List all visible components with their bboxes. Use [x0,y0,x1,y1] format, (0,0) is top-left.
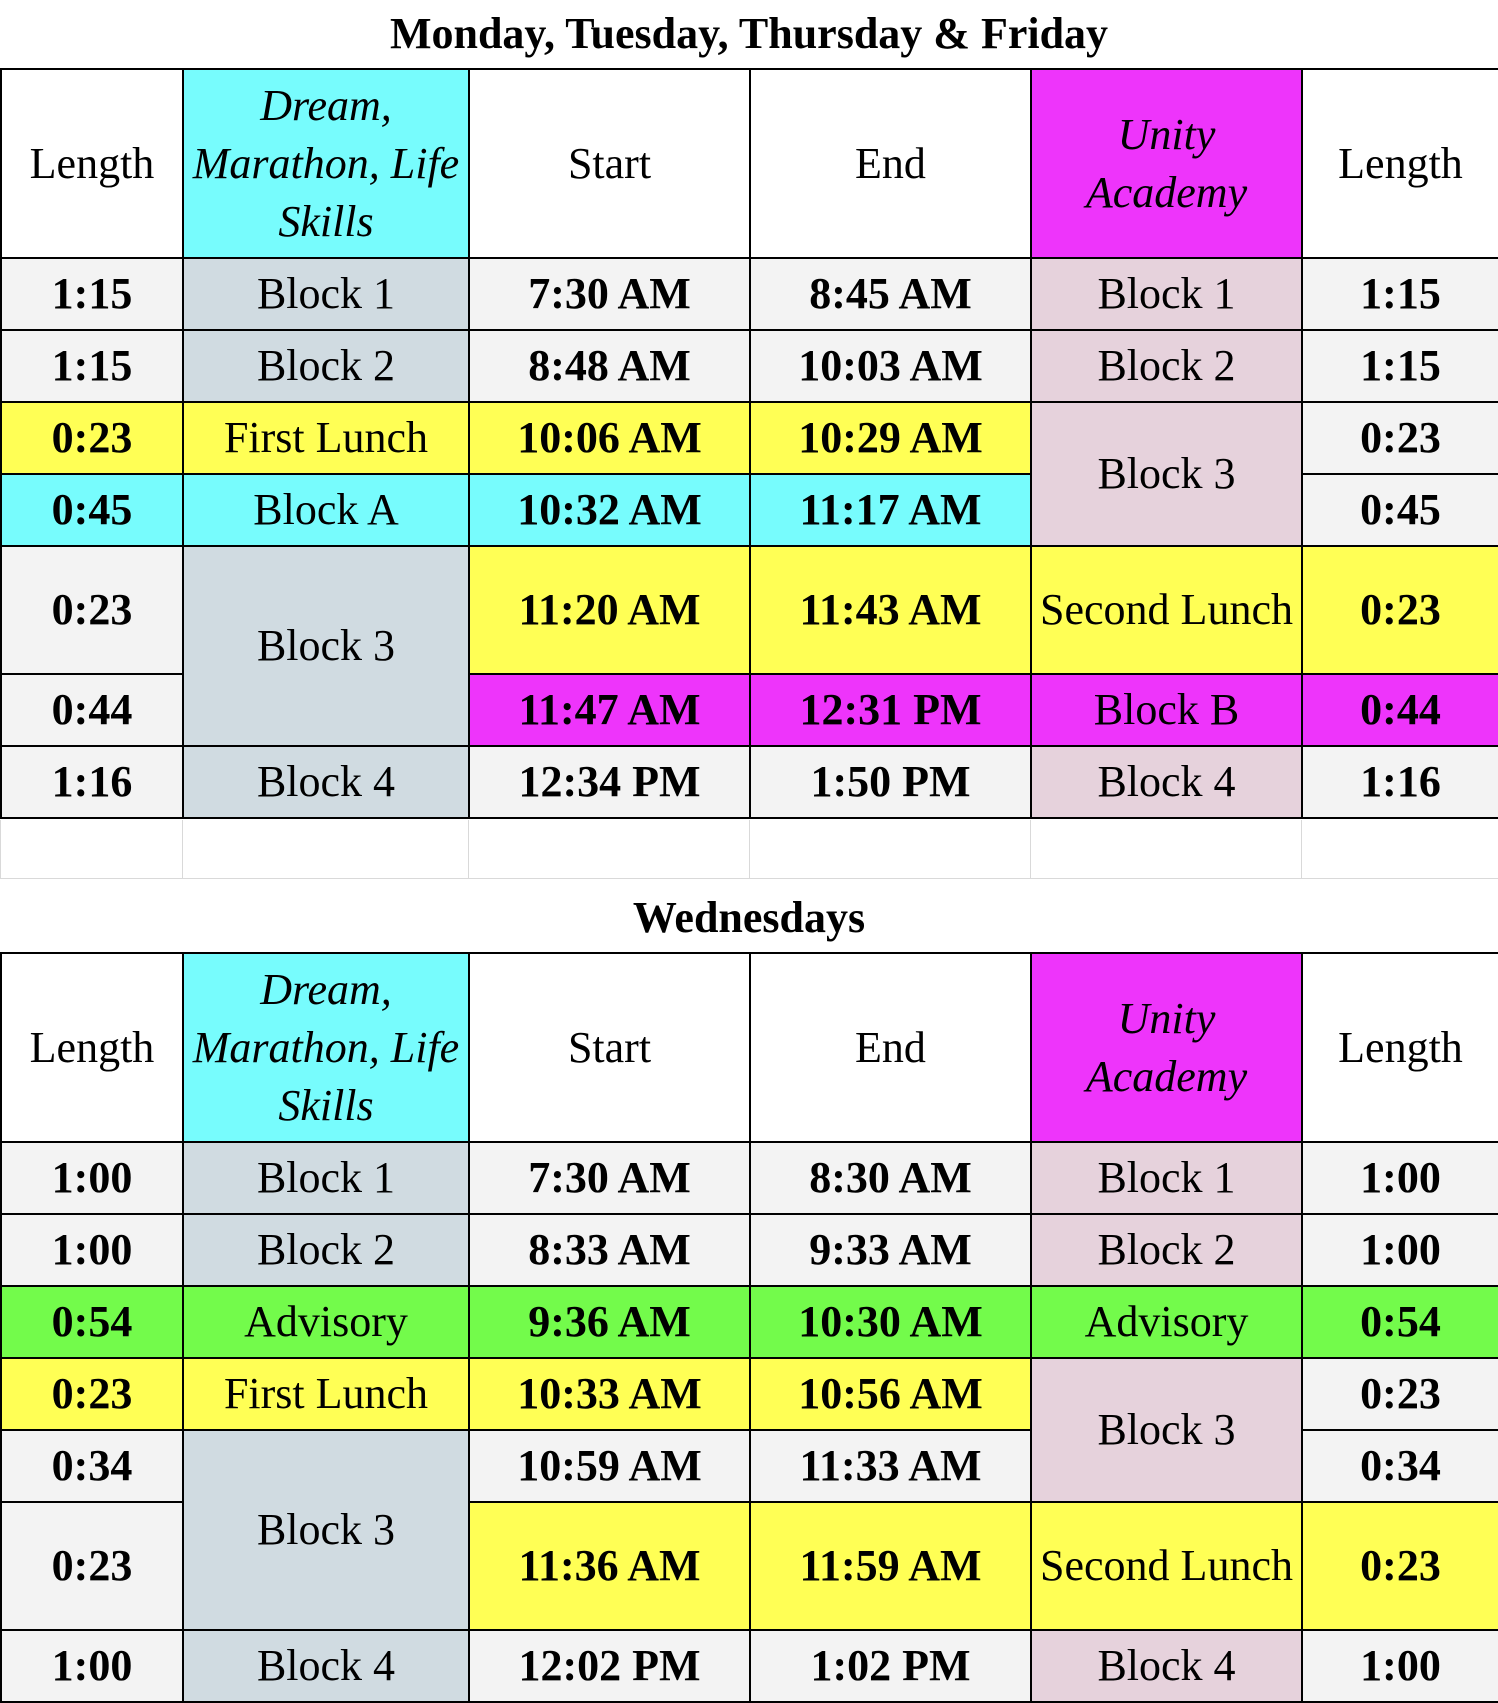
length-cell: 0:23 [1,1502,183,1630]
table-row [1,1630,1498,1702]
length-cell: 1:00 [1302,1630,1498,1702]
table-row [1,258,1498,330]
end-cell: 8:45 AM [750,258,1031,330]
block-cell: Block 2 [183,1214,469,1286]
end-cell: 10:56 AM [750,1358,1031,1430]
length-cell: 0:23 [1,546,183,674]
length-cell: 1:15 [1302,258,1498,330]
block-cell: Block 3 [183,1430,469,1630]
schedule2-table [0,952,1498,1703]
start-cell: 10:33 AM [469,1358,750,1430]
length-cell: 0:34 [1302,1430,1498,1502]
length-cell: 1:15 [1302,330,1498,402]
block-cell: First Lunch [183,1358,469,1430]
block-cell: Block 3 [1031,1358,1302,1502]
block-cell: Block 4 [1031,746,1302,818]
length-cell: 0:23 [1302,1502,1498,1630]
header-end: End [750,69,1031,258]
end-cell: 9:33 AM [750,1214,1031,1286]
block-cell: Second Lunch [1031,546,1302,674]
table-row [1,1214,1498,1286]
table-header-row [1,953,1498,1142]
block-cell: Block 3 [1031,402,1302,546]
length-cell: 0:23 [1,1358,183,1430]
end-cell: 11:43 AM [750,546,1031,674]
table-row [1,330,1498,402]
start-cell: 8:33 AM [469,1214,750,1286]
schedule2-title: Wednesdays [632,893,866,942]
schedule1-title: Monday, Tuesday, Thursday & Friday [389,9,1109,58]
block-cell: Block 4 [183,746,469,818]
block-cell: Block 2 [1031,330,1302,402]
end-cell: 11:17 AM [750,474,1031,546]
length-cell: 1:00 [1,1142,183,1214]
end-cell: 10:03 AM [750,330,1031,402]
header-end: End [750,953,1031,1142]
header-start: Start [469,69,750,258]
length-cell: 0:44 [1302,674,1498,746]
end-cell: 11:33 AM [750,1430,1031,1502]
spacer-row [0,820,1498,879]
start-cell: 10:59 AM [469,1430,750,1502]
start-cell: 11:36 AM [469,1502,750,1630]
header-length-left: Length [1,69,183,258]
length-cell: 1:15 [1,258,183,330]
start-cell: 10:06 AM [469,402,750,474]
block-cell: Block B [1031,674,1302,746]
start-cell: 9:36 AM [469,1286,750,1358]
table-row [1,746,1498,818]
block-cell: Block 4 [183,1630,469,1702]
header-length-right: Length [1302,69,1498,258]
block-cell: Block 1 [183,1142,469,1214]
table-row [1,402,1498,474]
header-group-left: Dream, Marathon, Life Skills [183,953,469,1142]
header-length-left: Length [1,953,183,1142]
start-cell: 12:34 PM [469,746,750,818]
table-row [1,1286,1498,1358]
start-cell: 8:48 AM [469,330,750,402]
length-cell: 1:16 [1302,746,1498,818]
length-cell: 0:45 [1,474,183,546]
block-cell: Advisory [183,1286,469,1358]
block-cell: Block A [183,474,469,546]
length-cell: 0:45 [1302,474,1498,546]
block-cell: Second Lunch [1031,1502,1302,1630]
end-cell: 11:59 AM [750,1502,1031,1630]
length-cell: 1:00 [1302,1214,1498,1286]
block-cell: Block 1 [183,258,469,330]
end-cell: 10:29 AM [750,402,1031,474]
length-cell: 0:23 [1302,546,1498,674]
length-cell: 0:23 [1,402,183,474]
block-cell: First Lunch [183,402,469,474]
start-cell: 11:20 AM [469,546,750,674]
block-cell: Block 1 [1031,258,1302,330]
start-cell: 7:30 AM [469,258,750,330]
end-cell: 1:50 PM [750,746,1031,818]
header-group-right: Unity Academy [1031,953,1302,1142]
table-row [1,1142,1498,1214]
length-cell: 0:23 [1302,402,1498,474]
end-cell: 1:02 PM [750,1630,1031,1702]
start-cell: 10:32 AM [469,474,750,546]
table-row [1,1358,1498,1430]
length-cell: 1:00 [1,1630,183,1702]
block-cell: Block 2 [183,330,469,402]
length-cell: 1:15 [1,330,183,402]
header-length-right: Length [1302,953,1498,1142]
start-cell: 12:02 PM [469,1630,750,1702]
length-cell: 1:00 [1302,1142,1498,1214]
length-cell: 0:34 [1,1430,183,1502]
length-cell: 0:54 [1302,1286,1498,1358]
block-cell: Advisory [1031,1286,1302,1358]
start-cell: 11:47 AM [469,674,750,746]
length-cell: 0:54 [1,1286,183,1358]
table-header-row [1,69,1498,258]
length-cell: 0:23 [1302,1358,1498,1430]
block-cell: Block 2 [1031,1214,1302,1286]
length-cell: 1:16 [1,746,183,818]
end-cell: 12:31 PM [750,674,1031,746]
header-group-right: Unity Academy [1031,69,1302,258]
header-group-left: Dream, Marathon, Life Skills [183,69,469,258]
schedule1-table [0,68,1498,819]
block-cell: Block 1 [1031,1142,1302,1214]
end-cell: 10:30 AM [750,1286,1031,1358]
end-cell: 8:30 AM [750,1142,1031,1214]
length-cell: 1:00 [1,1214,183,1286]
table-row [1,546,1498,674]
block-cell: Block 3 [183,546,469,746]
block-cell: Block 4 [1031,1630,1302,1702]
start-cell: 7:30 AM [469,1142,750,1214]
length-cell: 0:44 [1,674,183,746]
header-start: Start [469,953,750,1142]
